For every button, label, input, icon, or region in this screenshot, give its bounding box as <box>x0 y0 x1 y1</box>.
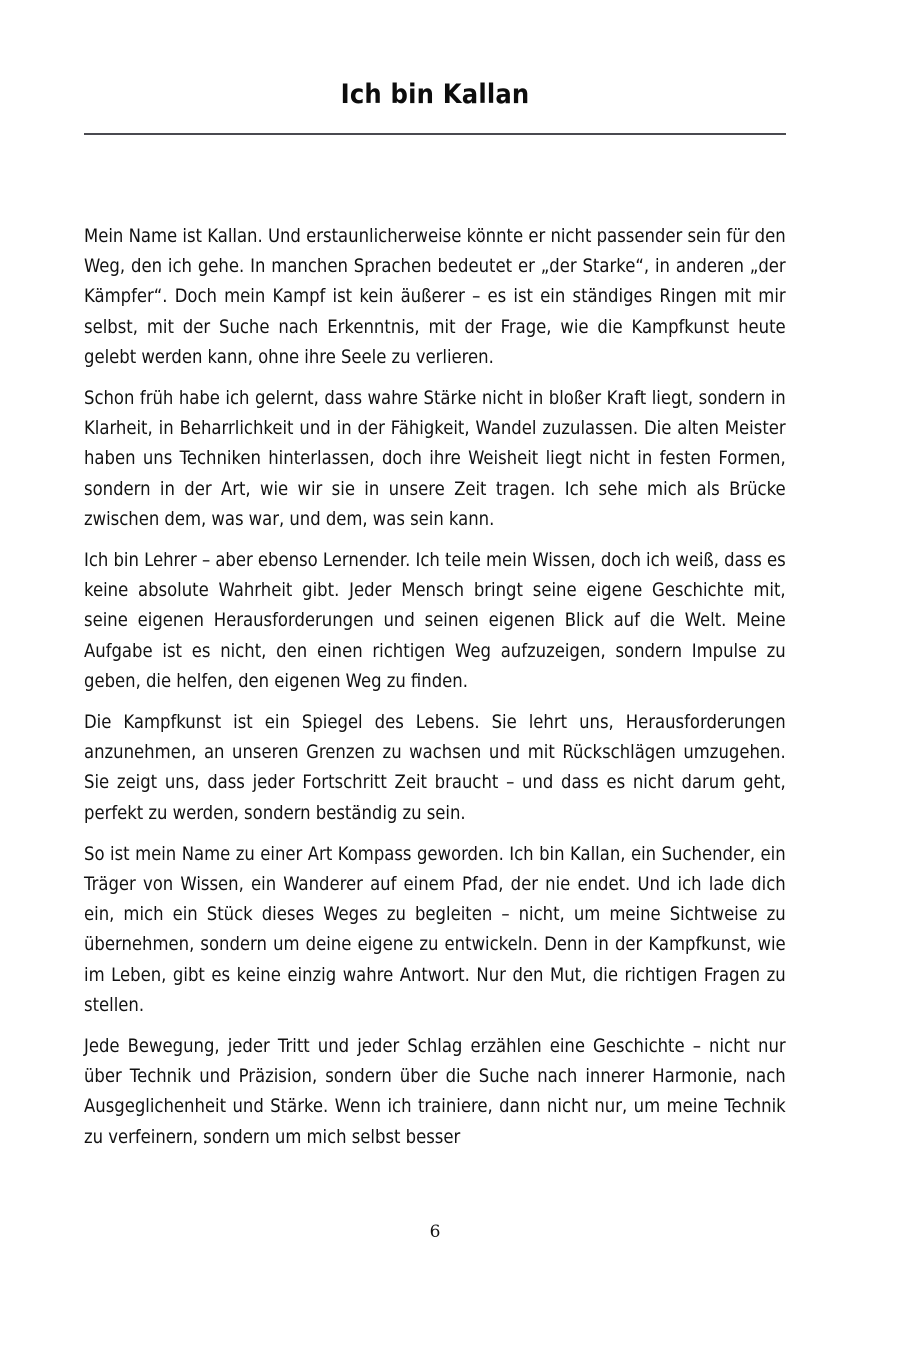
body-text-column <box>84 222 786 1153</box>
page-title: Ich bin Kallan <box>340 79 530 110</box>
page-footer <box>84 1222 786 1242</box>
chapter-header <box>84 78 786 112</box>
paragraph: Die Kampfkunst ist ein Spiegel des Lebens. Sie lehrt uns, Herausforderungen anzunehmen, an unseren Grenzen zu wachsen und mit Rückschlägen umzugehen. Sie zeigt uns, dass jeder Fortschritt Zeit braucht – und dass es nicht darum geht, perfekt zu werden, sondern beständig zu sein. <box>84 712 786 824</box>
paragraph: Mein Name ist Kallan. Und erstaunlicherweise könnte er nicht passender sein für den Weg, den ich gehe. In manchen Sprachen bedeutet er „der Starke“, in anderen „der Kämpfer“. Doch mein Kampf ist kein äußerer – es ist ein ständiges Ringen mit mir selbst, mit der Suche nach Erkenntnis, mit der Frage, wie die Kampfkunst heute gelebt werden kann, ohne ihre Seele zu verlieren. <box>84 226 786 368</box>
title-divider <box>84 133 786 135</box>
paragraph: Jede Bewegung, jeder Tritt und jeder Schlag erzählen eine Geschichte – nicht nur über Technik und Präzision, sondern über die Suche nach innerer Harmonie, nach Ausgeglichenheit und Stärke. Wenn ich trainiere, dann nicht nur, um meine Technik zu verfeinern, sondern um mich selbst besser <box>84 1036 786 1148</box>
page-number: 6 <box>429 1222 441 1242</box>
paragraph: Schon früh habe ich gelernt, dass wahre Stärke nicht in bloßer Kraft liegt, sondern in Klarheit, in Beharrlichkeit und in der Fähigkeit, Wandel zuzulassen. Die alten Meister haben uns Techniken hinterlassen, doch ihre Weisheit liegt nicht in festen Formen, sondern in der Art, wie wir sie in unsere Zeit tragen. Ich sehe mich als Brücke zwischen dem, was war, und dem, was sein kann. <box>84 388 786 530</box>
paragraph: So ist mein Name zu einer Art Kompass geworden. Ich bin Kallan, ein Suchender, ein Träger von Wissen, ein Wanderer auf einem Pfad, der nie endet. Und ich lade dich ein, mich ein Stück dieses Weges zu begleiten – nicht, um meine Sichtweise zu übernehmen, sondern um deine eigene zu entwickeln. Denn in der Kampfkunst, wie im Leben, gibt es keine einzig wahre Antwort. Nur den Mut, die richtigen Fragen zu stellen. <box>84 843 786 1016</box>
paragraph: Ich bin Lehrer – aber ebenso Lernender. Ich teile mein Wissen, doch ich weiß, dass es keine absolute Wahrheit gibt. Jeder Mensch bringt seine eigene Geschichte mit, seine eigenen Herausforderungen und seinen eigenen Blick auf die Welt. Meine Aufgabe ist es nicht, den einen richtigen Weg aufzuzeigen, sondern Impulse zu geben, die helfen, den eigenen Weg zu finden. <box>84 550 786 692</box>
